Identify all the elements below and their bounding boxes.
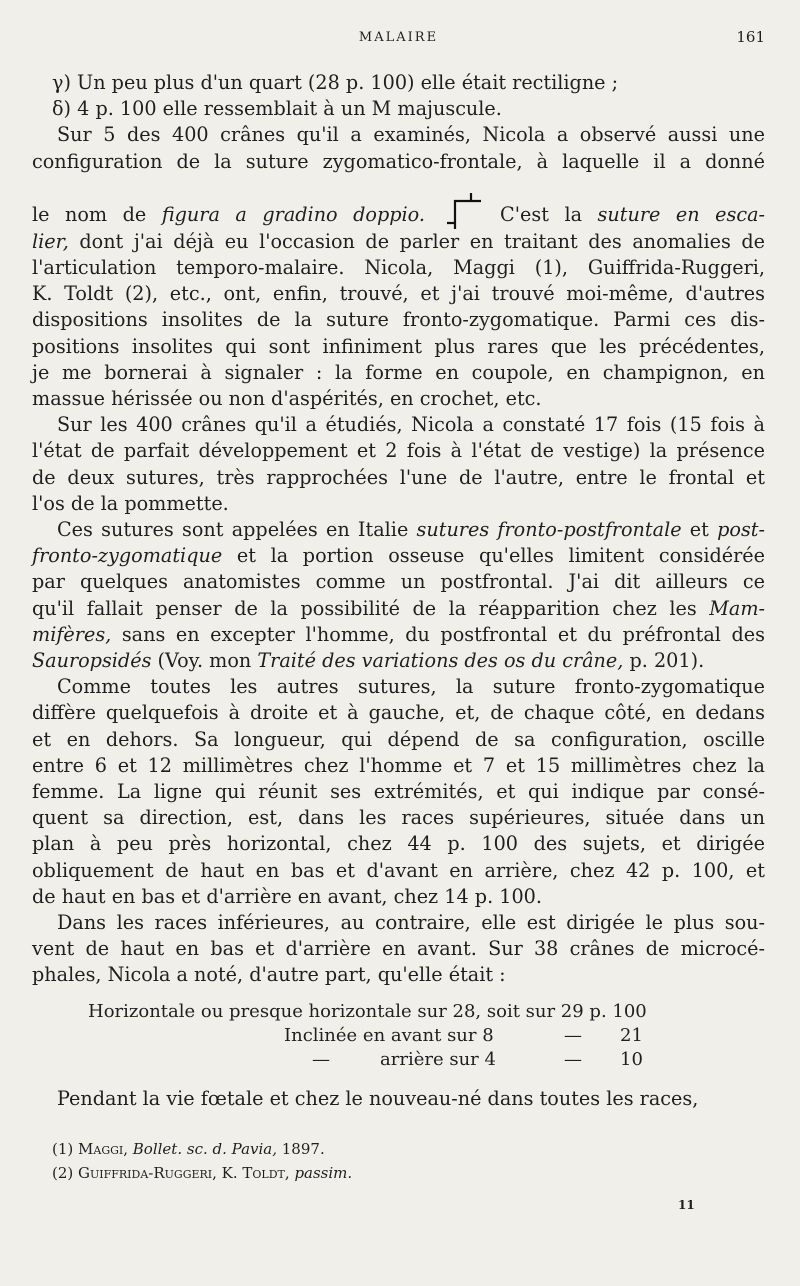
text-line xyxy=(32,334,765,360)
text-line xyxy=(32,491,765,517)
italic-text: suture en esca- xyxy=(597,202,765,226)
text-span: sans en excepter l'homme, du postfrontal et du préfrontal des xyxy=(111,622,765,646)
text-span: l'articulation temporo-malaire. Nicola, Maggi (1), Guiffrida-Ruggeri, xyxy=(32,256,765,279)
table-cell: 21 xyxy=(620,1025,643,1047)
text-span: obliquement de haut en bas et d'avant en arrière, chez 42 p. 100, et xyxy=(32,858,765,882)
text-span: p. 201). xyxy=(623,649,705,672)
table-cell: — xyxy=(564,1025,582,1047)
text-span: dont j'ai déjà eu l'occasion de parler en traitant des anomalies de xyxy=(68,229,765,253)
text-line xyxy=(32,674,765,700)
text-line xyxy=(32,622,765,648)
text-line xyxy=(32,779,765,805)
text-span: plan à peu près horizontal, chez 44 p. 100 des sujets, et dirigée xyxy=(32,832,765,856)
italic-text: figura a gradino doppio. xyxy=(161,202,425,226)
table-row xyxy=(312,1048,712,1072)
table-cell: 10 xyxy=(620,1049,643,1071)
text-line xyxy=(32,438,765,464)
text-span: K. Toldt (2), etc., ont, enfin, trouvé, et j'ai trouvé moi-même, d'autres xyxy=(32,282,765,306)
text-line xyxy=(32,753,765,779)
text-span: et en dehors. Sa longueur, qui dépend de sa configuration, oscille xyxy=(32,727,765,751)
italic-text: fronto-zygomatique xyxy=(32,544,223,568)
text-line xyxy=(32,962,765,988)
footnote-author: Guiffrida-Ruggeri, K. Toldt, xyxy=(78,1164,295,1183)
text-span: le nom de xyxy=(32,202,162,226)
text-line xyxy=(32,858,765,884)
table-cell: — xyxy=(312,1049,330,1071)
text-line xyxy=(32,255,765,281)
footnote-title: passim. xyxy=(294,1164,353,1183)
text-span: l'état de parfait développement et 2 fois à l'état de vestige) la présence xyxy=(32,439,765,463)
text-line xyxy=(32,569,765,595)
text-span: C'est la xyxy=(484,202,598,226)
table-row xyxy=(284,1024,684,1048)
text-line xyxy=(32,412,765,438)
italic-text: Traité des variations des os du crâne, xyxy=(257,649,624,672)
closing-paragraph-line: Pendant la vie fœtale et chez le nouveau-né dans toutes les races, xyxy=(57,1087,699,1111)
text-line xyxy=(32,727,765,753)
text-line xyxy=(32,936,765,962)
italic-text: lier, xyxy=(32,229,69,253)
text-span: de deux sutures, très rapprochées l'une de l'autre, entre le frontal et xyxy=(32,465,765,489)
text-line xyxy=(32,543,765,569)
text-span: quent sa direction, est, dans les races supérieures, située dans un xyxy=(32,806,765,830)
text-line xyxy=(32,281,765,307)
text-span: phales, Nicola a noté, d'autre part, qu'elle était : xyxy=(32,963,506,987)
table-cell: arrière sur 4 xyxy=(380,1049,496,1071)
printer-signature-mark: 11 xyxy=(678,1198,695,1213)
text-span: positions insolites qui sont infiniment plus rares que les précédentes, xyxy=(32,334,765,358)
page-header xyxy=(32,26,765,52)
footnote-number: (1) xyxy=(52,1140,79,1159)
text-span: Dans les races inférieures, au contraire, elle est dirigée le plus sou- xyxy=(57,911,765,934)
text-line xyxy=(32,122,765,148)
text-span: Sur 5 des 400 crânes qu'il a examinés, Nicola a observé aussi une xyxy=(57,123,765,147)
text-span: γ) Un peu plus d'un quart (28 p. 100) elle était rectiligne ; xyxy=(52,71,619,94)
text-span: diffère quelquefois à droite et à gauche, et, de chaque côté, en dedans xyxy=(32,701,765,725)
text-span: massue hérissée ou non d'aspérités, en crochet, etc. xyxy=(32,387,542,410)
text-span: configuration de la suture zygomatico-frontale, à laquelle il a donné xyxy=(32,149,765,173)
text-span: Sur les 400 crânes qu'il a étudiés, Nicola a constaté 17 fois (15 fois à xyxy=(57,413,765,437)
table-cell: Horizontale ou presque horizontale sur 28, soit sur 29 p. 100 xyxy=(88,1001,647,1023)
text-line xyxy=(32,229,765,255)
text-line xyxy=(32,70,765,96)
text-span xyxy=(425,203,441,226)
text-line xyxy=(32,189,765,226)
text-span: par quelques anatomistes comme un postfrontal. J'ai dit ailleurs ce xyxy=(32,570,765,594)
text-line xyxy=(32,700,765,726)
text-span: dispositions insolites de la suture fronto-zygomatique. Parmi ces dis- xyxy=(32,308,765,332)
text-line xyxy=(32,831,765,857)
text-span: δ) 4 p. 100 elle ressemblait à un M majuscule. xyxy=(52,97,502,121)
text-span: entre 6 et 12 millimètres chez l'homme et 7 et 15 millimètres chez la xyxy=(32,753,765,777)
table-cell: — xyxy=(564,1049,582,1071)
running-title: MALAIRE xyxy=(358,30,439,45)
text-span: l'os de la pommette. xyxy=(32,491,229,515)
page-number: 161 xyxy=(736,28,765,46)
text-span: (Voy. mon xyxy=(151,649,258,672)
italic-text: mifères, xyxy=(32,622,112,646)
italic-text: Sauropsidés xyxy=(32,649,152,672)
text-span: Ces sutures sont appelées en Italie xyxy=(57,518,417,541)
text-span: et la portion osseuse qu'elles limitent considérée xyxy=(222,544,765,568)
text-span: et xyxy=(681,518,718,541)
text-line xyxy=(32,360,765,386)
text-span: femme. La ligne qui réunit ses extrémités, et qui indique par consé- xyxy=(32,780,765,803)
table-row xyxy=(88,1000,647,1024)
text-line xyxy=(32,884,765,910)
text-line xyxy=(32,307,765,333)
text-line xyxy=(32,386,765,412)
text-line xyxy=(32,96,765,122)
text-span: je me bornerai à signaler : la forme en coupole, en champignon, en xyxy=(32,360,765,384)
text-span: de haut en bas et d'arrière en avant, chez 14 p. 100. xyxy=(32,884,542,908)
text-line xyxy=(32,465,765,491)
text-line xyxy=(32,517,765,543)
text-line xyxy=(32,596,765,622)
italic-text: Mam- xyxy=(709,596,765,620)
text-span: qu'il fallait penser de la possibilité de la réapparition chez les xyxy=(32,596,710,620)
footnote-title: Bollet. sc. d. Pavia, xyxy=(132,1140,277,1159)
footnote-author: Maggi, xyxy=(78,1140,133,1159)
footnote xyxy=(52,1162,352,1184)
text-span: Comme toutes les autres sutures, la suture fronto-zygomatique xyxy=(57,675,765,699)
footnote-number: (2) xyxy=(52,1164,79,1183)
text-line xyxy=(32,910,765,936)
italic-text: post- xyxy=(717,518,765,541)
text-span: vent de haut en bas et d'arrière en avant. Sur 38 crânes de microcé- xyxy=(32,937,765,961)
italic-text: sutures fronto-postfrontale xyxy=(416,518,682,541)
staircase-suture-icon xyxy=(441,189,485,229)
text-line xyxy=(32,805,765,831)
footnote xyxy=(52,1138,325,1160)
text-line xyxy=(32,149,765,175)
table-cell: Inclinée en avant sur 8 xyxy=(284,1025,494,1047)
footnote-rest: 1897. xyxy=(277,1140,325,1159)
text-line xyxy=(32,648,765,674)
